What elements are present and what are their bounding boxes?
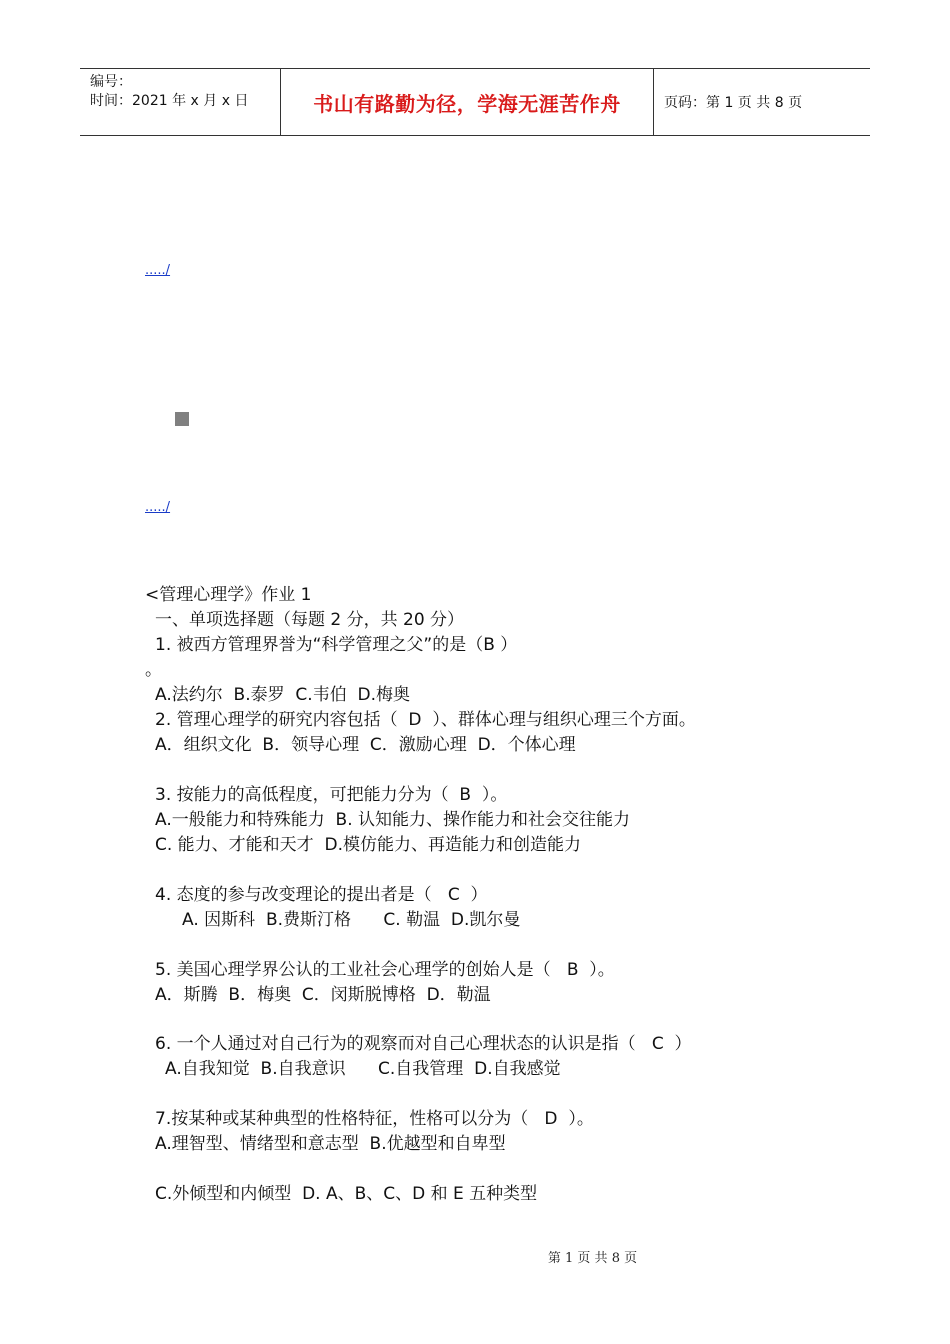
ellipsis-link-1[interactable]: ...../ [145, 263, 171, 278]
document-number-label: 编号： [90, 74, 132, 90]
question-3-options-1: A.一般能力和特殊能力 B. 认知能力、操作能力和社会交往能力 [155, 810, 631, 830]
document-title: <管理心理学》作业 1 [145, 585, 312, 605]
question-1-tail: 。 [145, 660, 162, 680]
question-2: 2. 管理心理学的研究内容包括（ D ）、群体心理与组织心理三个方面。 [155, 710, 696, 730]
document-time-label: 时间：2021 年 x 月 x 日 [90, 93, 249, 109]
ellipsis-link-2[interactable]: ...../ [145, 500, 171, 515]
question-5-options: A．斯腾 B．梅奥 C．闵斯脱博格 D．勒温 [155, 985, 491, 1005]
question-6-options: A.自我知觉 B.自我意识 C.自我管理 D.自我感觉 [165, 1059, 561, 1079]
question-7: 7.按某种或某种典型的性格特征，性格可以分为（ D ）。 [155, 1109, 594, 1129]
header-page-info: 页码：第 1 页 共 8 页 [664, 95, 803, 111]
question-1: 1. 被西方管理界誉为“科学管理之父”的是（B ） [155, 635, 518, 655]
question-3: 3. 按能力的高低程度，可把能力分为（ B ）。 [155, 785, 508, 805]
footer-page-number: 第 1 页 共 8 页 [547, 1251, 638, 1266]
question-4-options: A. 因斯科 B.费斯汀格 C. 勒温 D.凯尔曼 [182, 910, 521, 930]
question-3-options-2: C. 能力、才能和天才 D.模仿能力、再造能力和创造能力 [155, 835, 581, 855]
question-2-options: A．组织文化 B．领导心理 C．激励心理 D．个体心理 [155, 735, 576, 755]
header-motto: 书山有路勤为径，学海无涯苦作舟 [281, 69, 654, 135]
question-1-options: A.法约尔 B.泰罗 C.韦伯 D.梅奥 [155, 685, 410, 705]
page-footer [0, 1247, 950, 1266]
section-heading: 一、单项选择题（每题 2 分，共 20 分） [155, 610, 465, 630]
question-5: 5. 美国心理学界公认的工业社会心理学的创始人是（ B ）。 [155, 960, 615, 980]
question-6: 6. 一个人通过对自己行为的观察而对自己心理状态的认识是指（ C ） [155, 1034, 692, 1054]
question-7-options-1: A.理智型、情绪型和意志型 B.优越型和自卑型 [155, 1134, 506, 1154]
question-4: 4. 态度的参与改变理论的提出者是（ C ） [155, 885, 488, 905]
question-7-options-2: C.外倾型和内倾型 D. A、B、C、D 和 E 五种类型 [155, 1184, 538, 1204]
